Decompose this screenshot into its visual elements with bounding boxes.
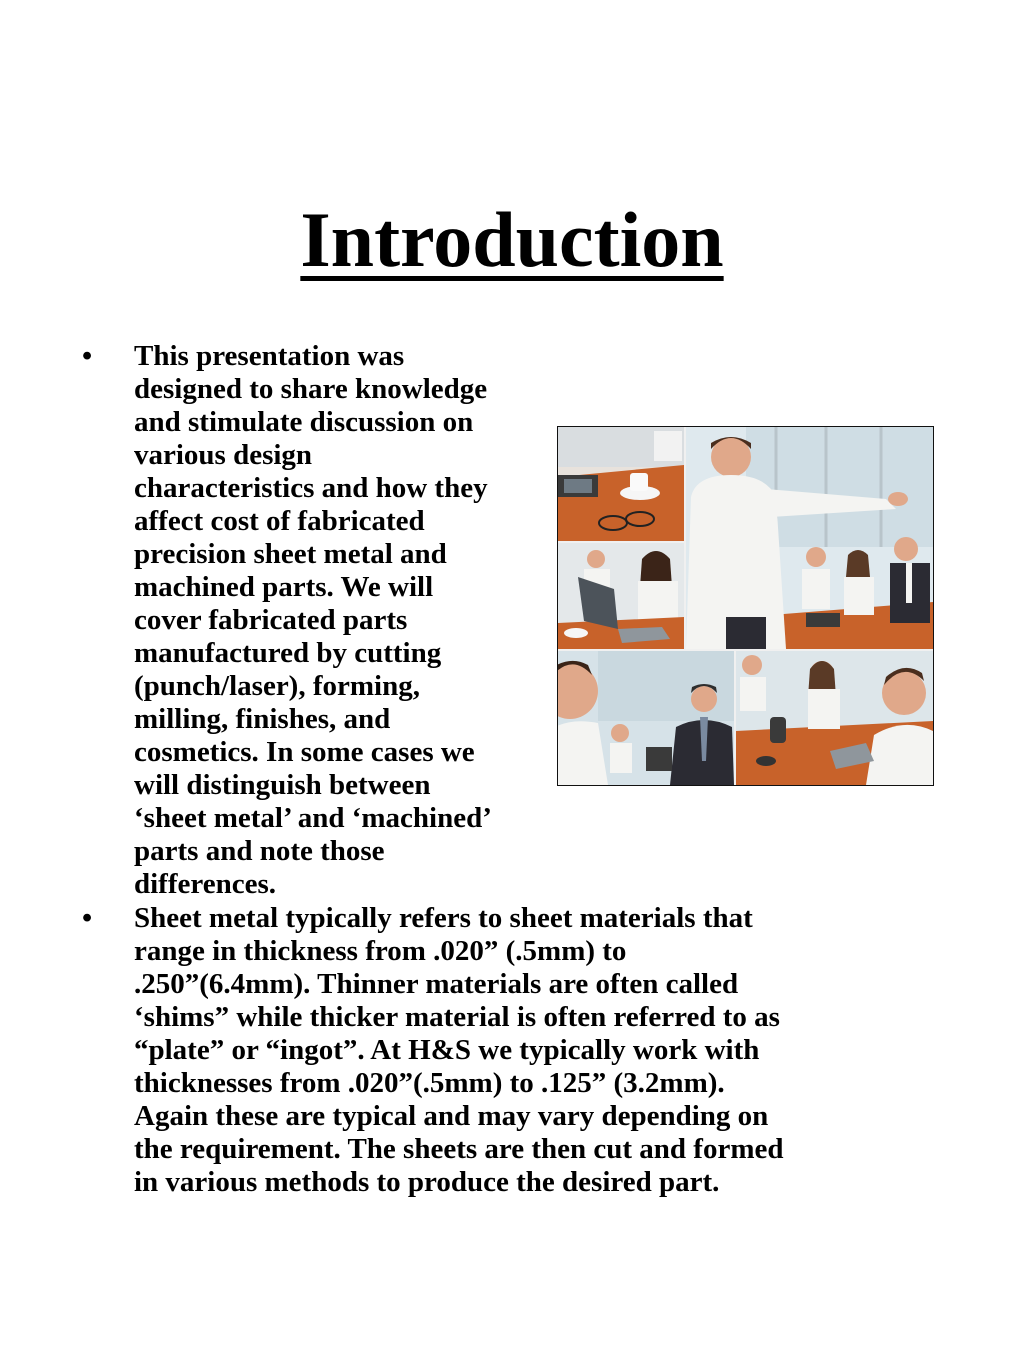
photo-panel-laptop-woman <box>558 543 684 649</box>
text-line: differences. <box>134 868 276 900</box>
text-line: .250”(6.4mm). Thinner materials are often called <box>134 968 739 1000</box>
bullet-symbol: • <box>82 340 93 372</box>
text-line: manufactured by cutting <box>134 637 442 669</box>
text-line: milling, finishes, and <box>134 703 391 735</box>
text-line: designed to share knowledge <box>134 373 488 405</box>
text-line: This presentation was <box>134 340 405 372</box>
bullet-text <box>134 902 914 1199</box>
photo-panel-table-glasses <box>558 427 684 541</box>
text-line: Sheet metal typically refers to sheet materials that <box>134 902 753 934</box>
meeting-photo-collage <box>557 426 934 786</box>
slide-title-text: Introduction <box>300 196 724 283</box>
text-line: and stimulate discussion on <box>134 406 474 438</box>
text-line: “plate” or “ingot”. At H&S we typically work with <box>134 1034 760 1066</box>
text-line: ‘shims” while thicker material is often referred to as <box>134 1001 780 1033</box>
text-line: machined parts. We will <box>134 571 434 603</box>
text-line: thicknesses from .020”(.5mm) to .125” (3.2mm). <box>134 1067 725 1099</box>
text-line: affect cost of fabricated <box>134 505 425 537</box>
bullet-symbol: • <box>82 902 93 934</box>
photo-panel-foreground-man <box>558 651 734 785</box>
text-line: various design <box>134 439 313 471</box>
text-line: (punch/laser), forming, <box>134 670 420 702</box>
text-line: ‘sheet metal’ and ‘machined’ <box>134 802 492 834</box>
slide-title <box>0 192 1024 288</box>
text-line: characteristics and how they <box>134 472 488 504</box>
text-line: cosmetics. In some cases we <box>134 736 475 768</box>
photo-panel-presenter <box>686 427 933 649</box>
text-line: Again these are typical and may vary depending on <box>134 1100 769 1132</box>
text-line: range in thickness from .020” (.5mm) to <box>134 935 627 967</box>
text-line: in various methods to produce the desired part. <box>134 1166 720 1198</box>
text-line: will distinguish between <box>134 769 431 801</box>
text-line: the requirement. The sheets are then cut and formed <box>134 1133 784 1165</box>
text-line: parts and note those <box>134 835 385 867</box>
text-line: precision sheet metal and <box>134 538 447 570</box>
bullet-text <box>134 340 564 901</box>
text-line: cover fabricated parts <box>134 604 408 636</box>
photo-panel-group-table <box>736 651 933 785</box>
